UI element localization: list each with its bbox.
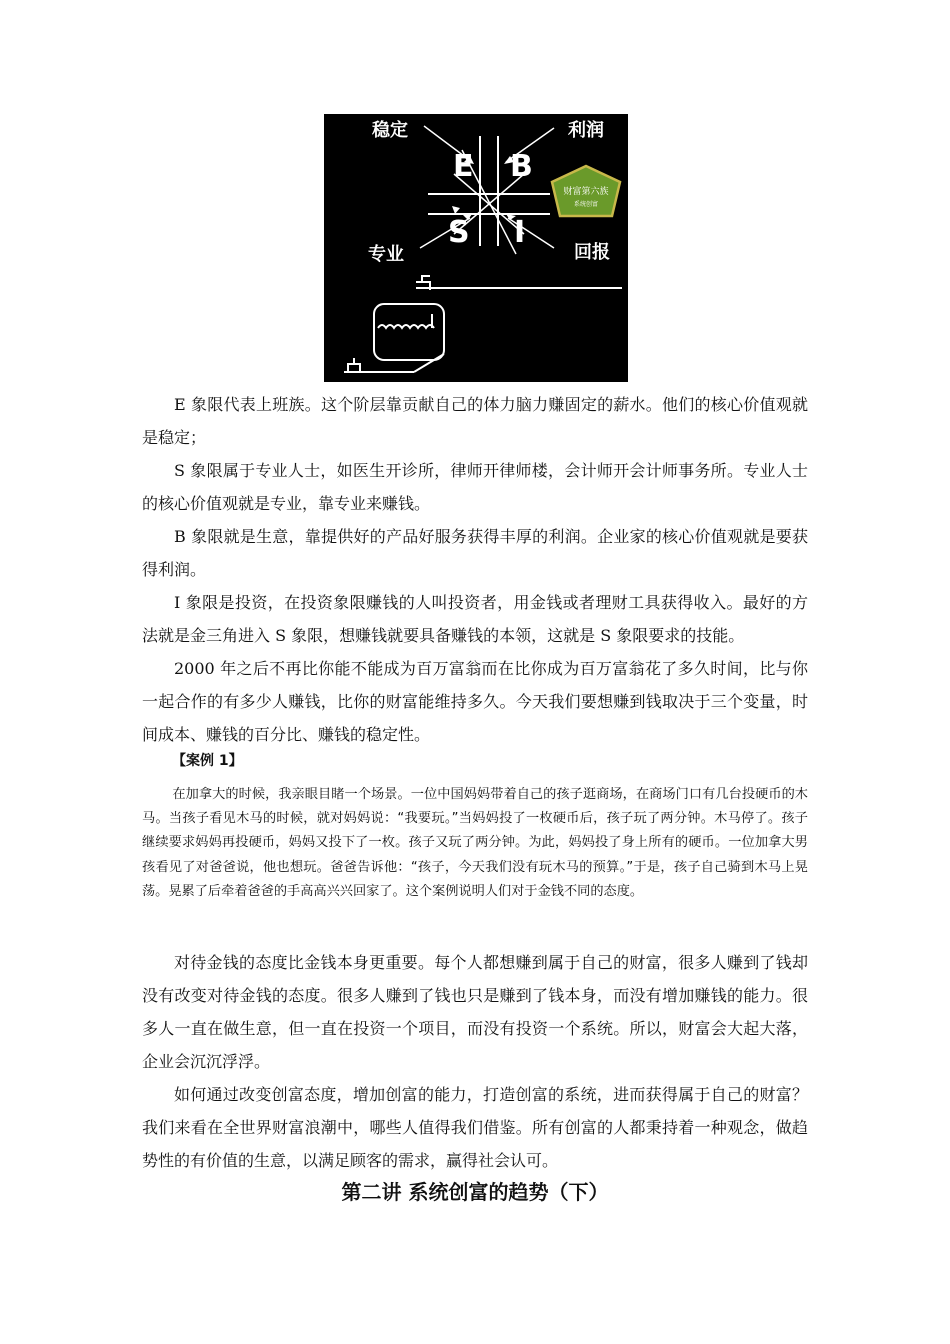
label-return: 回报 — [574, 242, 610, 263]
paragraph-2000: 2000 年之后不再比你能不能成为百万富翁而在比你成为百万富翁花了多久时间，比与你一起合作的有多少人赚钱，比你的财富能维持多久。今天我们要想赚到钱取决于三个变量，时间成本、赚钱的百分比、赚钱的稳定性。 — [142, 659, 808, 744]
paragraph-s-quadrant: S 象限属于专业人士，如医生开诊所，律师开律师楼，会计师开会计师事务所。专业人士的核心价值观就是专业，靠专业来赚钱。 — [142, 461, 808, 513]
letter-i: I — [514, 215, 526, 250]
letter-b: B — [510, 149, 533, 184]
paragraph-attitude: 对待金钱的态度比金钱本身更重要。每个人都想赚到属于自己的财富，很多人赚到了钱却没有改变对待金钱的态度。很多人赚到了钱也只是赚到了钱本身，而没有增加赚钱的能力。很多人一直在做生意，但一直在投资一个项目，而没有投资一个系统。所以，财富会大起大落，企业会沉沉浮浮。 — [142, 953, 808, 1071]
lecture-title: 第二讲 系统创富的趋势（下） — [341, 1180, 609, 1204]
badge-line2: 系统创富 — [573, 201, 599, 208]
paragraph-e-quadrant: E 象限代表上班族。这个阶层靠贡献自己的体力脑力赚固定的薪水。他们的核心价值观就是稳定； — [142, 395, 808, 447]
diagonal-arrows — [420, 126, 554, 254]
case-block — [142, 783, 808, 904]
label-stability: 稳定 — [372, 120, 408, 141]
letter-e: E — [453, 149, 474, 184]
case-body: 在加拿大的时候，我亲眼目睹一个场景。一位中国妈妈带着自己的孩子逛商场，在商场门口有几台投硬币的木马。当孩子看见木马的时候，就对妈妈说：“我要玩。”当妈妈投了一枚硬币后，孩子玩了两分钟。木马停了。孩子继续要求妈妈再投硬币，妈妈又投下了一枚。孩子又玩了两分钟。为此，妈妈投了身上所有的硬币。一位加拿大男孩看见了对爸爸说，他也想玩。爸爸告诉他：“孩子，今天我们没有玩木马的预算。”于是，孩子自己骑到木马上晃荡。晃累了后牵着爸爸的手高高兴兴回家了。这个案例说明人们对于金钱不同的态度。 — [142, 787, 808, 899]
tank-illustration — [344, 276, 622, 372]
cashflow-quadrant-figure — [324, 114, 628, 382]
body-text-bottom — [142, 946, 808, 1177]
paragraph-how: 如何通过改变创富态度，增加创富的能力，打造创富的系统，进而获得属于自己的财富？我们来看在全世界财富浪潮中，哪些人值得我们借鉴。所有创富的人都秉持着一种观念，做趋势性的有价值的生意，以满足顾客的需求，赢得社会认可。 — [142, 1085, 808, 1170]
label-professional: 专业 — [368, 244, 404, 265]
body-text-top — [142, 388, 808, 751]
paragraph-b-quadrant: B 象限就是生意，靠提供好的产品好服务获得丰厚的利润。企业家的核心价值观就是要获得利润。 — [142, 527, 808, 579]
badge-line1: 财富第六族 — [563, 187, 609, 197]
case-title: 【案例 1】 — [172, 753, 243, 769]
paragraph-i-quadrant: I 象限是投资，在投资象限赚钱的人叫投资者，用金钱或者理财工具获得收入。最好的方法就是金三角进入 S 象限，想赚钱就要具备赚钱的本领，这就是 S 象限要求的技能。 — [142, 593, 808, 645]
label-profit: 利润 — [568, 120, 604, 141]
letter-s: S — [448, 215, 470, 250]
